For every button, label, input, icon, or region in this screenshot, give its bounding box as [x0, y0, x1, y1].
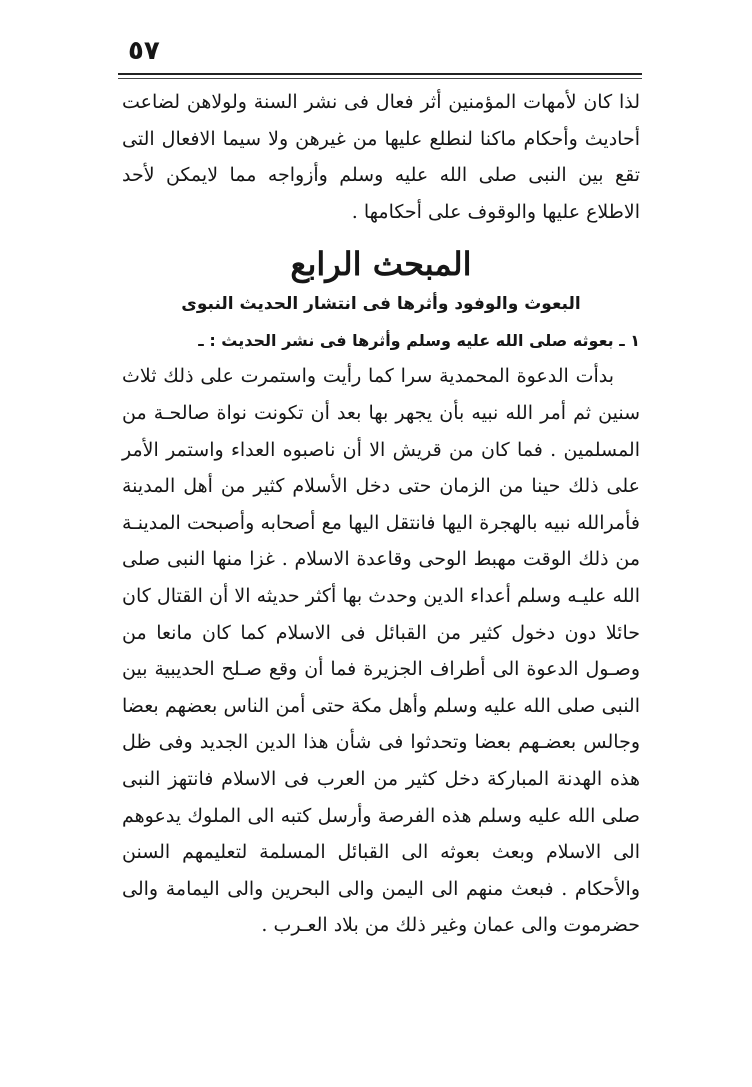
page-number: ٥٧ — [128, 36, 160, 66]
intro-paragraph: لذا كان لأمهات المؤمنين أثر فعال فى نشر السنة ولولاهن لضاعت أحاديث وأحكام ماكنا لنطلع عليها من غيرهن ولا سيما الافعال التى تقع بين النبى صلى الله عليه وسلم وأزواجه مما لايمكن لأحد الاطلاع عليها والوقوف على أحكامها . — [122, 91, 640, 223]
body-paragraph: بدأت الدعوة المحمدية سرا كما رأيت واستمرت على ذلك ثلاث سنين ثم أمر الله نبيه بأن يجهر بها بعد أن تكونت نواة صالحـة من المسلمين . فما كان من قريش الا أن ناصبوه العداء واستمر الأمر على ذلك حينا من الزمان حتى دخل الأسلام كثير من أهل المدينة فأمرالله نبيه بالهجرة اليها فانتقل اليها مع أصحابه وأصبحت المدينـة من ذلك الوقت مهبط الوحى وقاعدة الاسلام . غزا منها النبى صلى الله عليـه وسلم أعداء الدين وحدث بها أكثر حديثه الا أن القتال كان حائلا دون دخول كثير من القبائل فى الاسلام كما كان مانعا من وصـول الدعوة الى أطراف الجزيرة فما أن وقع صـلح الحديبية بين النبى صلى الله عليه وسلم وأهل مكة حتى أمن الناس بعضهم بعضا وجالس بعضـهم بعضا وتحدثوا فى شأن هذا الدين الجديد وفى ظل هذه الهدنة المباركة دخل كثير من العرب فى الاسلام فانتهز النبى صلى الله عليه وسلم هذه الفرصة وأرسل كتبه الى الملوك يدعوهم الى الاسلام وبعث بعوثه الى القبائل المسلمة لتعليمهم السنن والأحكام . فبعث منهم الى اليمن والى البحرين والى اليمامة والى حضرموت والى عمان وغير ذلك من بلاد العـرب . — [122, 365, 641, 937]
header-rule — [118, 73, 642, 75]
subsection-title: ١ ـ بعوثه صلى الله عليه وسلم وأثرها فى نشر الحديث : ـ — [198, 331, 640, 351]
header-rule-thin — [118, 78, 642, 79]
chapter-title: المبحث الرابع — [290, 245, 472, 284]
section-title: البعوث والوفود وأثرها فى انتشار الحديث النبوى — [181, 294, 581, 315]
page-content — [122, 84, 640, 944]
